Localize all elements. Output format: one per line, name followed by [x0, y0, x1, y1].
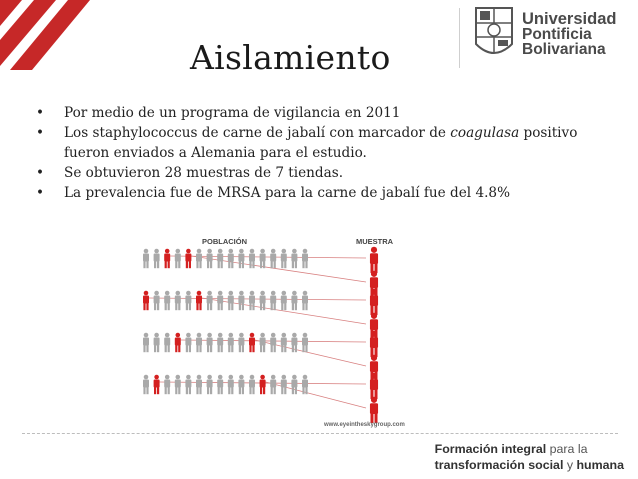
person-icon — [196, 333, 202, 353]
bullet-glyph: • — [36, 105, 45, 121]
bullet-item — [34, 163, 604, 183]
university-shield-icon — [474, 6, 514, 64]
bullet-text-2-em: coagulasa — [450, 125, 520, 141]
person-icon — [175, 375, 181, 395]
person-icon — [185, 375, 191, 395]
person-icon — [196, 375, 202, 395]
bullet-glyph: • — [36, 165, 45, 181]
sampled-person-icon — [185, 249, 191, 269]
person-icon — [154, 249, 160, 269]
person-icon — [143, 375, 149, 395]
population-label: POBLACIÓN — [202, 237, 247, 246]
sampled-person-icon — [196, 291, 202, 311]
bullet-list — [34, 103, 604, 203]
university-logo — [470, 6, 635, 68]
person-icon — [207, 375, 213, 395]
sampled-person-icon — [143, 291, 149, 311]
sampled-person-icon — [154, 375, 160, 395]
person-icon — [217, 291, 223, 311]
sample-person-icon — [370, 289, 378, 315]
sampled-person-icon — [249, 333, 255, 353]
person-icon — [164, 375, 170, 395]
bullet-text-4: La prevalencia fue de MRSA para la carne de jabalí fue del 4.8% — [64, 185, 510, 201]
sampled-person-icon — [175, 333, 181, 353]
sampling-infographic — [138, 230, 426, 430]
footer-line-2 — [435, 457, 624, 473]
bullet-text-3: Se obtuvieron 28 muestras de 7 tiendas. — [64, 165, 344, 181]
sample-connector-line — [266, 382, 366, 408]
sample-connector-line — [149, 298, 366, 300]
bullet-text-2-pre: Los staphylococcus de carne de jabalí con marcador de — [64, 125, 451, 141]
logo-line-1: Universidad — [522, 10, 617, 28]
person-icon — [270, 375, 276, 395]
person-icon — [281, 249, 287, 269]
corner-stripes-decoration — [0, 0, 120, 70]
bullet-glyph: • — [36, 185, 45, 201]
sampled-person-icon — [260, 375, 266, 395]
person-icon — [270, 333, 276, 353]
person-icon — [228, 375, 234, 395]
sampled-person-icon — [164, 249, 170, 269]
person-icon — [270, 291, 276, 311]
bullet-item — [34, 103, 604, 123]
person-icon — [217, 333, 223, 353]
sample-person-icon — [370, 331, 378, 357]
person-icon — [260, 249, 266, 269]
footer-light-2: y — [563, 458, 577, 472]
footer-bold-1: Formación integral — [434, 442, 547, 456]
person-icon — [291, 291, 297, 311]
person-icon — [228, 333, 234, 353]
person-icon — [143, 333, 149, 353]
person-icon — [217, 249, 223, 269]
person-icon — [281, 291, 287, 311]
person-icon — [302, 249, 308, 269]
footer-divider — [22, 433, 618, 434]
person-icon — [196, 249, 202, 269]
person-icon — [281, 333, 287, 353]
logo-divider — [459, 8, 460, 68]
person-icon — [260, 333, 266, 353]
people-layer — [143, 247, 378, 423]
person-icon — [238, 291, 244, 311]
person-icon — [207, 291, 213, 311]
infographic-credit: www.eyeintheskygroup.com — [324, 422, 405, 428]
person-icon — [302, 375, 308, 395]
bullet-text-1: Por medio de un programa de vigilancia en 2011 — [64, 105, 401, 121]
person-icon — [238, 333, 244, 353]
bullet-glyph: • — [36, 125, 45, 141]
person-icon — [249, 291, 255, 311]
bullet-item — [34, 183, 604, 203]
footer-light-1: para la — [546, 442, 588, 456]
person-icon — [175, 291, 181, 311]
person-icon — [185, 291, 191, 311]
bullet-text-2-post: positivo fueron enviados a Alemania para el estudio. — [64, 125, 578, 161]
footer-tagline — [435, 441, 624, 473]
person-icon — [291, 249, 297, 269]
person-icon — [154, 333, 160, 353]
person-icon — [207, 249, 213, 269]
footer-line-1 — [435, 441, 624, 457]
person-icon — [185, 333, 191, 353]
person-icon — [228, 291, 234, 311]
person-icon — [175, 249, 181, 269]
person-icon — [281, 375, 287, 395]
person-icon — [164, 291, 170, 311]
logo-line-2: Pontificia — [522, 26, 592, 43]
person-icon — [249, 375, 255, 395]
slide-title: Aislamiento — [190, 38, 391, 77]
person-icon — [238, 249, 244, 269]
person-icon — [302, 333, 308, 353]
person-icon — [302, 291, 308, 311]
sample-label: MUESTRA — [356, 237, 394, 246]
person-icon — [207, 333, 213, 353]
person-icon — [143, 249, 149, 269]
person-icon — [238, 375, 244, 395]
person-icon — [217, 375, 223, 395]
person-icon — [228, 249, 234, 269]
sample-person-icon — [370, 247, 378, 273]
person-icon — [270, 249, 276, 269]
person-icon — [291, 375, 297, 395]
logo-wordmark — [522, 12, 616, 57]
sample-person-icon — [370, 373, 378, 399]
footer-bold-3: humana — [576, 458, 624, 472]
sample-person-icon — [370, 397, 378, 423]
footer-bold-2: transformación social — [434, 458, 564, 472]
logo-line-3: Bolivariana — [522, 41, 606, 58]
bullet-item — [34, 123, 604, 163]
person-icon — [154, 291, 160, 311]
person-icon — [164, 333, 170, 353]
